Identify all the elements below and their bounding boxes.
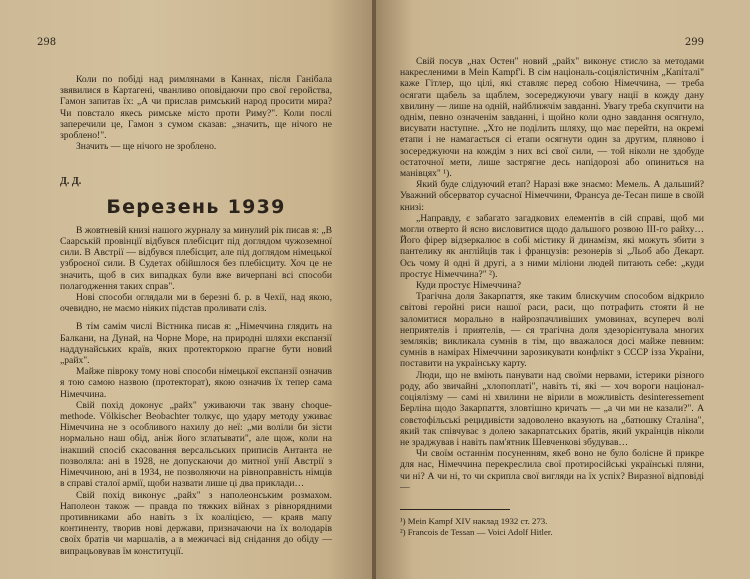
paragraph: Свій похід доконує „райх" уживаючи так звану choque-methode. Völkischer Beobachter толкує, що удару методу уживає Німеччина не з особливого нахилу до неї: „ми воліли би зісти нормально наш обід, аніж його зглатывати", але щож, коли на інакший спосіб скасовання версальських приписів Антанта не позволяла: ані в 1928, не допускаючи до митної унії Австрії з Німеччиною, ані в 1934, не позволяючи на рівноправність німців в справі сталої армії, щоби назвати лише ці два приклади… <box>60 399 332 490</box>
paragraph: Свій похід виконує „райх" з наполеонським розмахом. Наполеон також — правда по тяжких війнах з рівнорядними противниками або навіть з їх коаліцією, — краяв мапу континенту, творив нові держави, призначаючи на їх володарів своїх братів чи маршалів, а в межичасі від снідання до обіду — випрацьовував їм конституції. <box>60 489 332 557</box>
author-signature: Д. Д. <box>60 176 82 188</box>
right-page <box>376 0 750 579</box>
left-page <box>0 0 372 579</box>
paragraph: Куди простує Німеччина? <box>416 280 522 292</box>
page-number-left: 298 <box>37 37 57 48</box>
paragraph: В тім самім числі Вістника писав я: „Німеччина глядить на Балкани, на Дунай, на Чорне Море, на природні шляхи експанзії наддунайських країв, яких протекторкою прагне бути новий „райх". <box>60 321 332 367</box>
left-page-text <box>60 74 332 557</box>
page-number-right: 299 <box>684 37 704 48</box>
right-page-text <box>400 56 704 538</box>
paragraph: Чи своїм останнім посуненням, якеб воно не було болісне й прикре для нас, Німеччина перекреслила свої протиросійські українські пляни, чи ні? А чи ні, то чи скрипла свої вигляди на їх успіх? Виразної відповіді — <box>400 448 704 493</box>
article-title: Березень 1939 <box>106 195 286 218</box>
paragraph: Свій посув „нах Остен" новий „райх" виконує стисло за методами накресленими в Mein Kampf'і. В сім національ-соціялістичнім „Капіталі" каже Гітлер, що цілі, які ставляє перед собою Німеччина, — треба осягати щабель за щаблем, зосереджуючи увагу нації в кожду дану хвилину — лише на одній, найближчім завданні. Увагу треба скупчити на однім, певно означенім завданні, і щойно коли одно завдання осягнуло, висувати наступне. „Хто не поділить шляху, що має перейти, на окремі етапи і не намагається сі етапи осягнути один за другим, пляново і зосереджуючи на кождім з них всі свої сили, — той ніколи не здобуде остаточної мети, лише застрягне десь напідорозі або опиниться на манівцях" ¹). <box>400 56 704 180</box>
paragraph: Який буде слідуючий етап? Наразі вже знаємо: Мемель. А дальший? Уважний обсерватор сучасної Німеччини, Франсуа де-Тесан пише в своїй книзі: <box>400 179 704 213</box>
paragraph: „Направду, є забагато загадкових елементів в сій справі, щоб ми могли отверто й ясно висловитися щодо дальшого розвою ІІІ-го райху… Його фірер відзеркалює в собі містику й динамізм, які можуть збити з пантелику як англійців так і французів: резонерів зі „Льоб або Декарт. Ось чому й одні й другі, а з ними міліони людей питають себе: „куди простує Німеччина?" ²). <box>400 212 704 280</box>
paragraph: Коли по побіді над римлянами в Каннах, після Ганібала звявилися в Картагені, чванливо оповідаючи про свої геройства, Гамон запитав їх: „А чи прислав римський народ просити мира? Чи повстало якесь римське місто проти Риму?". Коли послі заперечили це, Гамон з сумом сказав: „значить, ще нічого не зроблено!". <box>60 74 332 142</box>
paragraph: Нові способи оглядали ми в березні б. р. в Чехії, над якою, очевидно, не маємо ніяких підстав проливати сліз. <box>60 292 332 315</box>
paragraph: Майже півроку тому нові способи німецької експанзії означив я тою самою назвою (протекторат), якою означив їх тепер сама Німеччина. <box>60 366 332 400</box>
paragraph: Трагічна доля Закарпаття, яке таким блискучим способом відкрило світові геройні риси нашої раси, раси, що потрафить стояти й не заломитися морально в найрозпачливіших умовинах, всупереч волі неприятелів і приятелів, — ся трагічна доля здезорієнтувала многих земляків; викликала сумнів в тім, що вважалося досі майже певним: сумнів в намірах Німеччини зарозикувати конфлікт з СССР ізза України, поставити на українську карту. <box>400 291 704 370</box>
footnote: ¹) Mein Kampf XIV наклад 1932 ст. 273. <box>400 515 548 526</box>
paragraph: В жовтневій книзі нашого журналу за минулий рік писав я: „В Саарській провінції відбувся плебісцит під доглядом чужоземної сили. В Австрії — відбувся плебісцит, але під доглядом німецької узброєної сили. В Судетах обійшлося без плебісциту. Хоч це не значить, щоб в сих випадках були вже вичерпані всі способи полагодження таких справ". <box>60 224 332 292</box>
paragraph: Люди, що не вміють панувати над своїми нервами, істерики різного роду, або звичайні „хлопоплаті", навіть ті, які — хоч вороги націонал-соціялізму — самі ні хвилини не вірили в можливість desinteressement Берліна щодо Закарпаття, зловтішно кричать — „а чи ми не казали?". А совєтофільські рецидивісти задоволено вказують на „батюшку Сталіна", який так співчуває з долею закарпатських братів, який українців ніколи не зраджував і навіть пам'ятник Шевченкові збудував… <box>400 369 704 448</box>
paragraph: Значить — ще нічого не зроблено. <box>76 141 217 153</box>
footnote-divider <box>400 509 510 510</box>
footnote: ²) Francois de Tessan — Voici Adolf Hitler. <box>400 526 553 537</box>
